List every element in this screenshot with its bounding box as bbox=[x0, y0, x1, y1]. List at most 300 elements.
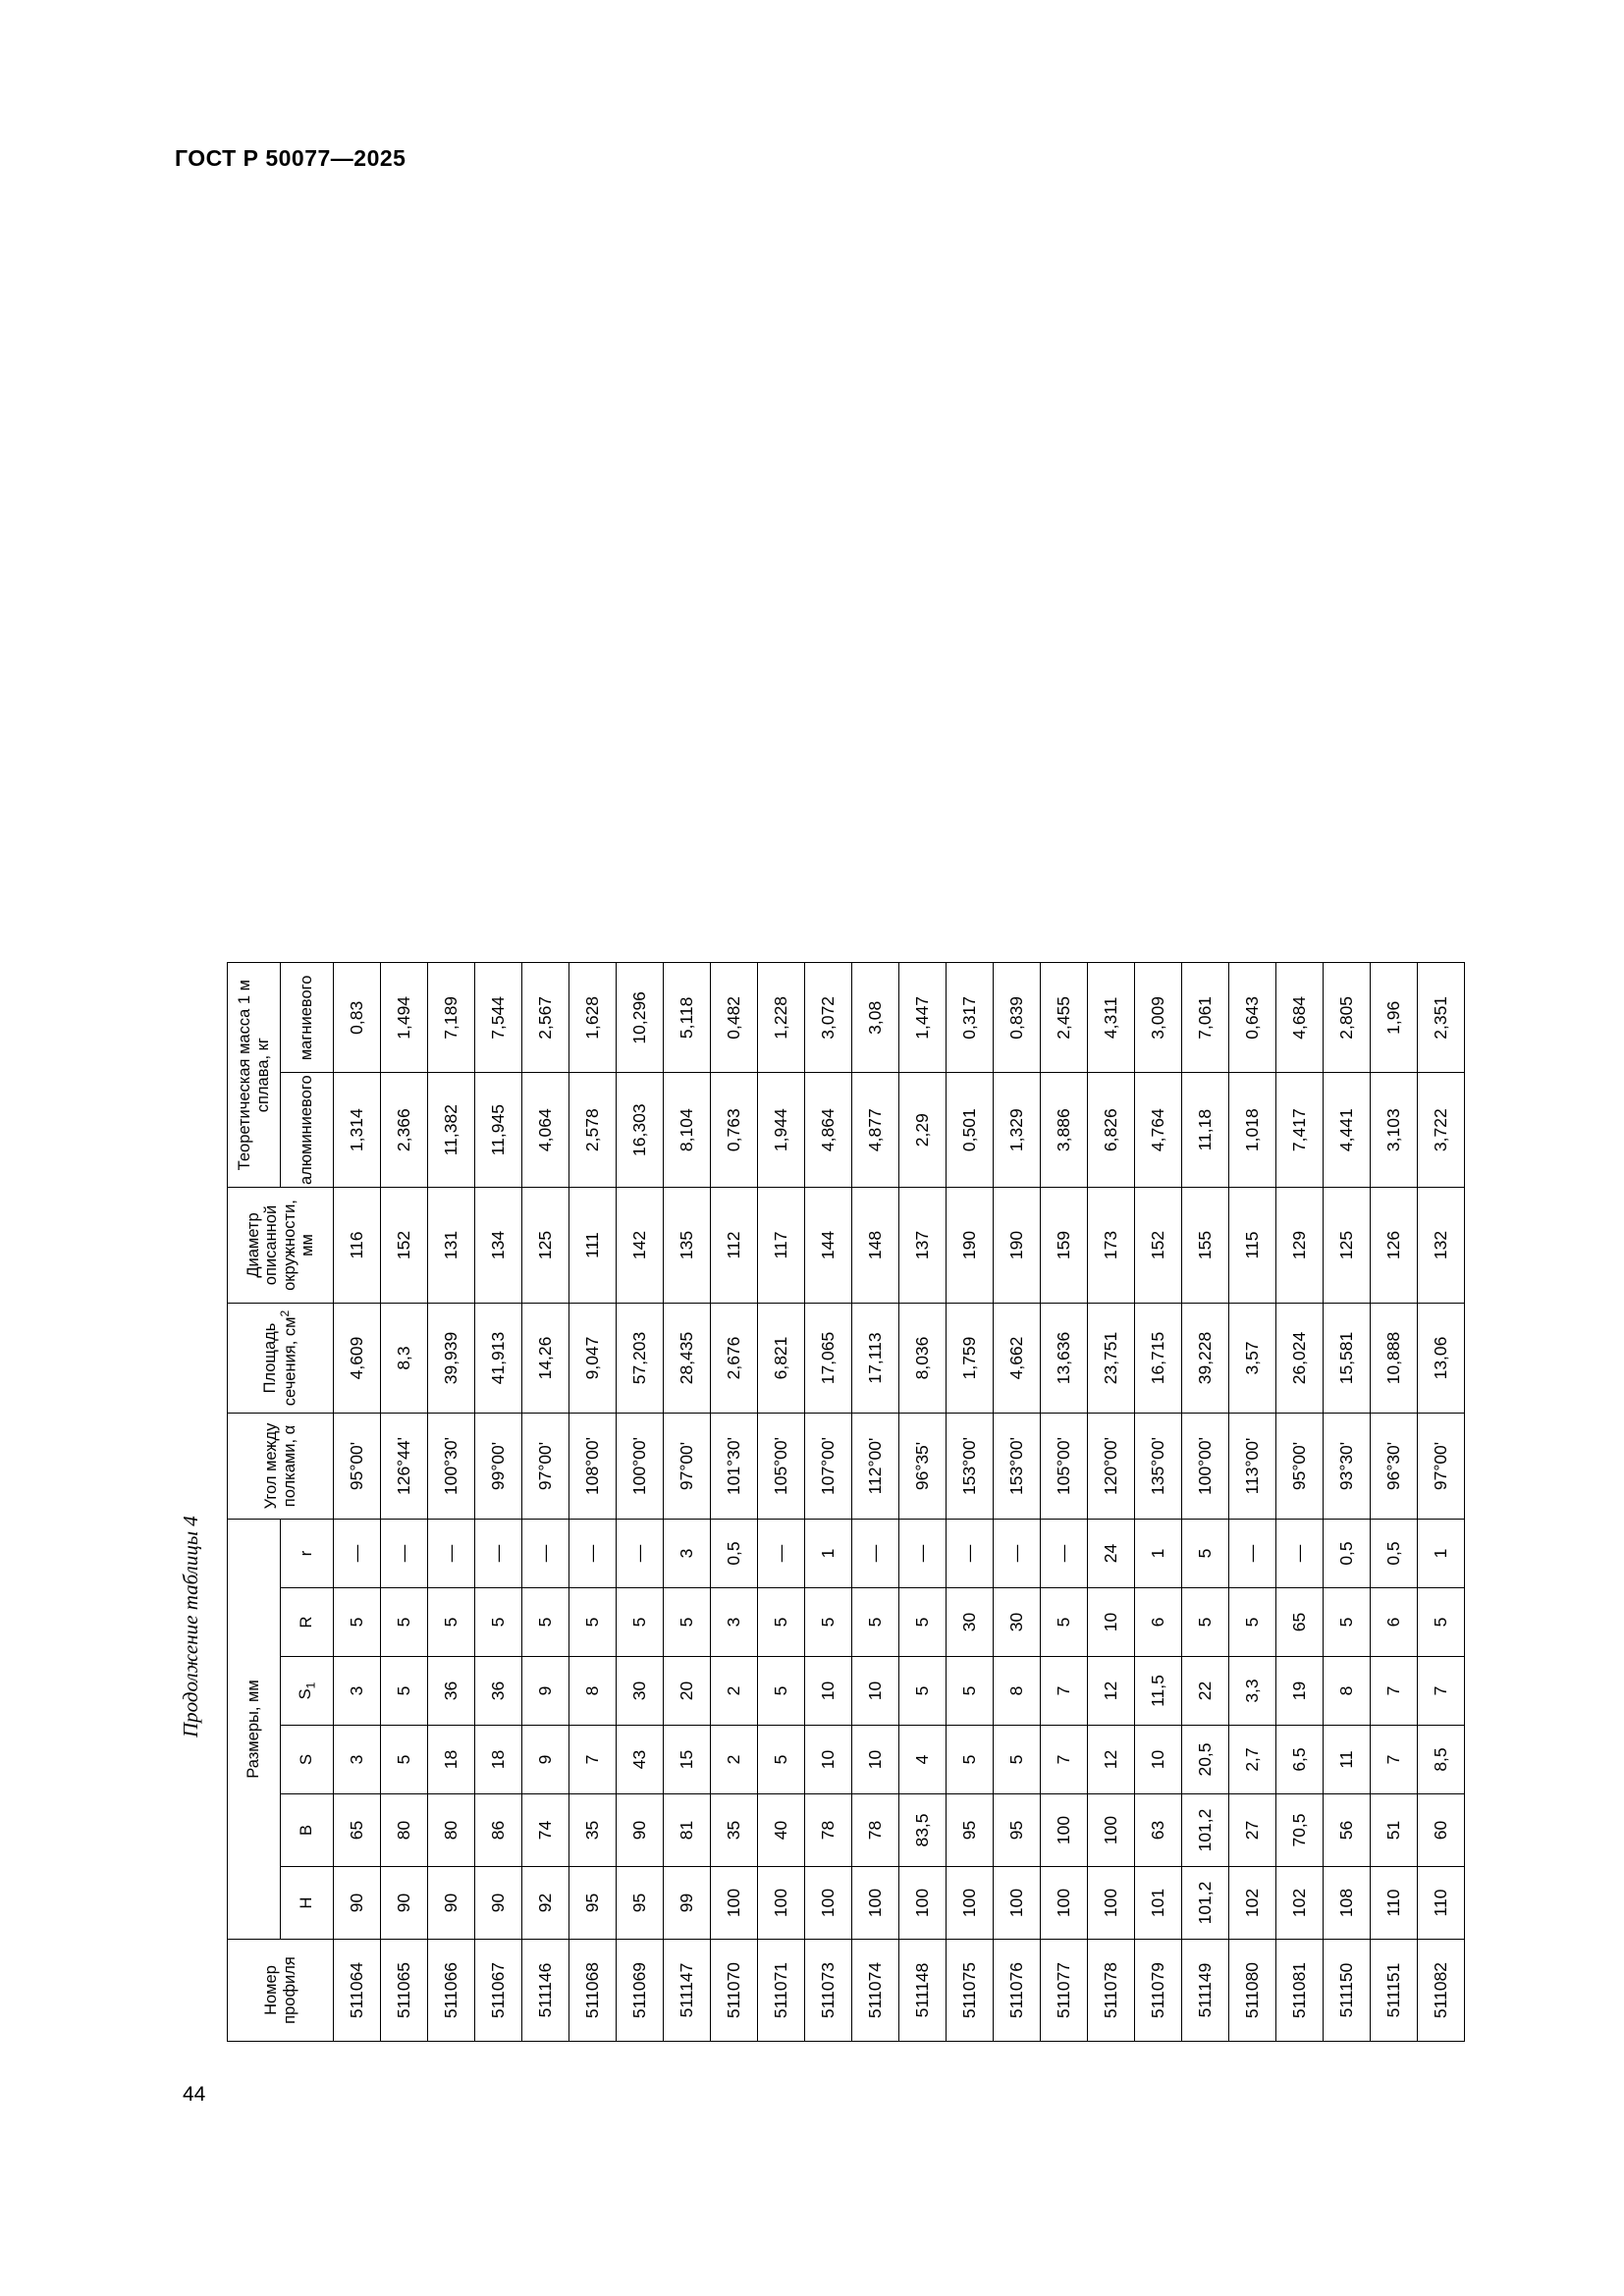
cell-diameter: 116 bbox=[334, 1188, 381, 1304]
cell-profile-number: 511081 bbox=[1276, 1940, 1324, 2042]
cell-r: — bbox=[899, 1520, 947, 1588]
cell-R: 5 bbox=[758, 1588, 805, 1657]
cell-mass-aluminium: 4,764 bbox=[1135, 1073, 1182, 1188]
cell-S: 5 bbox=[758, 1726, 805, 1794]
cell-mass-aluminium: 11,18 bbox=[1182, 1073, 1229, 1188]
cell-B: 51 bbox=[1371, 1794, 1418, 1867]
header-area-text: Площадь сечения, см bbox=[260, 1316, 299, 1407]
cell-R: 65 bbox=[1276, 1588, 1324, 1657]
cell-S: 7 bbox=[1041, 1726, 1088, 1794]
cell-r: 1 bbox=[805, 1520, 852, 1588]
cell-diameter: 152 bbox=[381, 1188, 428, 1304]
cell-r: 1 bbox=[1418, 1520, 1465, 1588]
cell-diameter: 137 bbox=[899, 1188, 947, 1304]
table-row bbox=[899, 963, 947, 2042]
cell-profile-number: 511148 bbox=[899, 1940, 947, 2042]
cell-r: — bbox=[852, 1520, 899, 1588]
cell-profile-number: 511150 bbox=[1324, 1940, 1371, 2042]
cell-mass-magnesium: 7,544 bbox=[475, 963, 522, 1073]
header-H: H bbox=[281, 1867, 334, 1940]
cell-area: 13,06 bbox=[1418, 1304, 1465, 1414]
cell-profile-number: 511065 bbox=[381, 1940, 428, 2042]
cell-mass-aluminium: 2,366 bbox=[381, 1073, 428, 1188]
cell-area: 57,203 bbox=[617, 1304, 664, 1414]
header-dimensions-group: Размеры, мм bbox=[228, 1520, 281, 1940]
header-circle-diameter: Диаметр описанной окружности, мм bbox=[228, 1188, 334, 1304]
header-profile-number: Номер профиля bbox=[228, 1940, 334, 2042]
cell-angle: 101°30' bbox=[711, 1414, 758, 1520]
cell-profile-number: 511151 bbox=[1371, 1940, 1418, 2042]
cell-B: 60 bbox=[1418, 1794, 1465, 1867]
cell-diameter: 173 bbox=[1088, 1188, 1135, 1304]
cell-diameter: 135 bbox=[664, 1188, 711, 1304]
table-row bbox=[334, 963, 381, 2042]
cell-r: — bbox=[994, 1520, 1041, 1588]
cell-angle: 153°00' bbox=[947, 1414, 994, 1520]
table-row bbox=[1324, 963, 1371, 2042]
cell-S1: 7 bbox=[1041, 1657, 1088, 1726]
cell-H: 108 bbox=[1324, 1867, 1371, 1940]
cell-S: 5 bbox=[947, 1726, 994, 1794]
cell-r: — bbox=[1229, 1520, 1276, 1588]
cell-mass-magnesium: 1,96 bbox=[1371, 963, 1418, 1073]
cell-area: 13,636 bbox=[1041, 1304, 1088, 1414]
cell-diameter: 190 bbox=[994, 1188, 1041, 1304]
cell-mass-aluminium: 1,944 bbox=[758, 1073, 805, 1188]
cell-B: 35 bbox=[569, 1794, 617, 1867]
cell-R: 5 bbox=[522, 1588, 569, 1657]
cell-S: 10 bbox=[852, 1726, 899, 1794]
cell-r: 0,5 bbox=[1324, 1520, 1371, 1588]
cell-mass-aluminium: 3,722 bbox=[1418, 1073, 1465, 1188]
header-mass-aluminium: алюминиевого bbox=[281, 1073, 334, 1188]
cell-mass-magnesium: 7,061 bbox=[1182, 963, 1229, 1073]
cell-area: 23,751 bbox=[1088, 1304, 1135, 1414]
cell-diameter: 159 bbox=[1041, 1188, 1088, 1304]
cell-S1: 19 bbox=[1276, 1657, 1324, 1726]
cell-area: 15,581 bbox=[1324, 1304, 1371, 1414]
cell-B: 63 bbox=[1135, 1794, 1182, 1867]
cell-mass-aluminium: 8,104 bbox=[664, 1073, 711, 1188]
header-S1-subscript: 1 bbox=[302, 1682, 317, 1689]
cell-B: 81 bbox=[664, 1794, 711, 1867]
cell-H: 90 bbox=[381, 1867, 428, 1940]
cell-area: 8,036 bbox=[899, 1304, 947, 1414]
cell-S1: 12 bbox=[1088, 1657, 1135, 1726]
cell-profile-number: 511080 bbox=[1229, 1940, 1276, 2042]
cell-B: 80 bbox=[381, 1794, 428, 1867]
cell-B: 100 bbox=[1041, 1794, 1088, 1867]
table-row bbox=[617, 963, 664, 2042]
table-row bbox=[711, 963, 758, 2042]
cell-S1: 11,5 bbox=[1135, 1657, 1182, 1726]
header-area-superscript: 2 bbox=[278, 1309, 293, 1317]
table-row bbox=[1135, 963, 1182, 2042]
cell-angle: 97°00' bbox=[522, 1414, 569, 1520]
cell-S1: 8 bbox=[569, 1657, 617, 1726]
cell-mass-aluminium: 4,877 bbox=[852, 1073, 899, 1188]
cell-diameter: 152 bbox=[1135, 1188, 1182, 1304]
cell-r: 1 bbox=[1135, 1520, 1182, 1588]
table-row bbox=[522, 963, 569, 2042]
cell-R: 10 bbox=[1088, 1588, 1135, 1657]
cell-area: 17,065 bbox=[805, 1304, 852, 1414]
cell-r: 24 bbox=[1088, 1520, 1135, 1588]
cell-H: 100 bbox=[994, 1867, 1041, 1940]
cell-S: 15 bbox=[664, 1726, 711, 1794]
header-mass-group: Теоретическая масса 1 м сплава, кг bbox=[228, 963, 281, 1188]
cell-S: 12 bbox=[1088, 1726, 1135, 1794]
cell-area: 39,939 bbox=[428, 1304, 475, 1414]
cell-B: 65 bbox=[334, 1794, 381, 1867]
table-caption: Продолжение таблицы 4 bbox=[179, 1516, 202, 1737]
cell-S1: 36 bbox=[428, 1657, 475, 1726]
cell-S: 10 bbox=[805, 1726, 852, 1794]
cell-R: 5 bbox=[475, 1588, 522, 1657]
cell-profile-number: 511075 bbox=[947, 1940, 994, 2042]
cell-R: 5 bbox=[899, 1588, 947, 1657]
cell-diameter: 125 bbox=[522, 1188, 569, 1304]
cell-H: 100 bbox=[805, 1867, 852, 1940]
cell-H: 92 bbox=[522, 1867, 569, 1940]
cell-mass-magnesium: 5,118 bbox=[664, 963, 711, 1073]
table-row bbox=[1418, 963, 1465, 2042]
cell-R: 5 bbox=[1041, 1588, 1088, 1657]
header-R: R bbox=[281, 1588, 334, 1657]
cell-S1: 2 bbox=[711, 1657, 758, 1726]
cell-angle: 96°35' bbox=[899, 1414, 947, 1520]
cell-R: 6 bbox=[1371, 1588, 1418, 1657]
cell-angle: 95°00' bbox=[334, 1414, 381, 1520]
cell-profile-number: 511066 bbox=[428, 1940, 475, 2042]
cell-angle: 126°44' bbox=[381, 1414, 428, 1520]
cell-mass-magnesium: 2,351 bbox=[1418, 963, 1465, 1073]
cell-profile-number: 511071 bbox=[758, 1940, 805, 2042]
cell-H: 90 bbox=[428, 1867, 475, 1940]
cell-diameter: 131 bbox=[428, 1188, 475, 1304]
cell-S: 2,7 bbox=[1229, 1726, 1276, 1794]
cell-H: 100 bbox=[899, 1867, 947, 1940]
cell-r: — bbox=[947, 1520, 994, 1588]
cell-mass-magnesium: 4,684 bbox=[1276, 963, 1324, 1073]
cell-H: 101 bbox=[1135, 1867, 1182, 1940]
cell-R: 5 bbox=[664, 1588, 711, 1657]
cell-R: 30 bbox=[994, 1588, 1041, 1657]
cell-angle: 100°00' bbox=[617, 1414, 664, 1520]
cell-area: 4,662 bbox=[994, 1304, 1041, 1414]
cell-r: — bbox=[381, 1520, 428, 1588]
cell-H: 101,2 bbox=[1182, 1867, 1229, 1940]
cell-mass-magnesium: 7,189 bbox=[428, 963, 475, 1073]
cell-mass-aluminium: 3,103 bbox=[1371, 1073, 1418, 1188]
table-row bbox=[1229, 963, 1276, 2042]
cell-angle: 99°00' bbox=[475, 1414, 522, 1520]
table-row bbox=[569, 963, 617, 2042]
cell-diameter: 148 bbox=[852, 1188, 899, 1304]
cell-r: — bbox=[758, 1520, 805, 1588]
cell-profile-number: 511069 bbox=[617, 1940, 664, 2042]
cell-S1: 7 bbox=[1418, 1657, 1465, 1726]
cell-S1: 20 bbox=[664, 1657, 711, 1726]
cell-mass-aluminium: 4,864 bbox=[805, 1073, 852, 1188]
cell-B: 95 bbox=[947, 1794, 994, 1867]
cell-S1: 10 bbox=[852, 1657, 899, 1726]
cell-B: 80 bbox=[428, 1794, 475, 1867]
cell-H: 95 bbox=[617, 1867, 664, 1940]
cell-mass-magnesium: 0,839 bbox=[994, 963, 1041, 1073]
table-row bbox=[758, 963, 805, 2042]
cell-mass-magnesium: 2,567 bbox=[522, 963, 569, 1073]
cell-R: 30 bbox=[947, 1588, 994, 1657]
cell-angle: 100°00' bbox=[1182, 1414, 1229, 1520]
cell-diameter: 125 bbox=[1324, 1188, 1371, 1304]
cell-S1: 10 bbox=[805, 1657, 852, 1726]
cell-H: 100 bbox=[1088, 1867, 1135, 1940]
cell-r: — bbox=[1041, 1520, 1088, 1588]
cell-mass-magnesium: 1,494 bbox=[381, 963, 428, 1073]
cell-S: 20,5 bbox=[1182, 1726, 1229, 1794]
cell-S: 18 bbox=[428, 1726, 475, 1794]
cell-mass-aluminium: 4,064 bbox=[522, 1073, 569, 1188]
cell-B: 74 bbox=[522, 1794, 569, 1867]
cell-area: 4,609 bbox=[334, 1304, 381, 1414]
cell-mass-aluminium: 1,018 bbox=[1229, 1073, 1276, 1188]
cell-area: 10,888 bbox=[1371, 1304, 1418, 1414]
cell-S1: 8 bbox=[1324, 1657, 1371, 1726]
cell-R: 5 bbox=[569, 1588, 617, 1657]
cell-profile-number: 511147 bbox=[664, 1940, 711, 2042]
page-number: 44 bbox=[183, 2083, 206, 2106]
cell-mass-aluminium: 4,441 bbox=[1324, 1073, 1371, 1188]
cell-S1: 5 bbox=[899, 1657, 947, 1726]
cell-angle: 153°00' bbox=[994, 1414, 1041, 1520]
cell-S1: 3,3 bbox=[1229, 1657, 1276, 1726]
cell-B: 56 bbox=[1324, 1794, 1371, 1867]
table-header-row-1 bbox=[228, 963, 281, 2042]
cell-r: — bbox=[617, 1520, 664, 1588]
cell-mass-magnesium: 3,08 bbox=[852, 963, 899, 1073]
cell-area: 14,26 bbox=[522, 1304, 569, 1414]
cell-angle: 93°30' bbox=[1324, 1414, 1371, 1520]
cell-R: 5 bbox=[1418, 1588, 1465, 1657]
cell-H: 100 bbox=[1041, 1867, 1088, 1940]
cell-mass-magnesium: 1,628 bbox=[569, 963, 617, 1073]
cell-r: 0,5 bbox=[1371, 1520, 1418, 1588]
cell-B: 35 bbox=[711, 1794, 758, 1867]
cell-angle: 113°00' bbox=[1229, 1414, 1276, 1520]
cell-R: 5 bbox=[852, 1588, 899, 1657]
cell-diameter: 129 bbox=[1276, 1188, 1324, 1304]
table-row bbox=[852, 963, 899, 2042]
cell-R: 6 bbox=[1135, 1588, 1182, 1657]
table-row bbox=[947, 963, 994, 2042]
cell-R: 5 bbox=[617, 1588, 664, 1657]
cell-area: 41,913 bbox=[475, 1304, 522, 1414]
cell-mass-aluminium: 11,382 bbox=[428, 1073, 475, 1188]
cell-H: 90 bbox=[475, 1867, 522, 1940]
cell-profile-number: 511146 bbox=[522, 1940, 569, 2042]
cell-R: 5 bbox=[805, 1588, 852, 1657]
header-S1-text: S bbox=[296, 1688, 314, 1700]
cell-S: 8,5 bbox=[1418, 1726, 1465, 1794]
cell-S: 5 bbox=[994, 1726, 1041, 1794]
cell-profile-number: 511078 bbox=[1088, 1940, 1135, 2042]
cell-profile-number: 511073 bbox=[805, 1940, 852, 2042]
cell-S: 18 bbox=[475, 1726, 522, 1794]
cell-S1: 5 bbox=[947, 1657, 994, 1726]
cell-S: 6,5 bbox=[1276, 1726, 1324, 1794]
cell-profile-number: 511149 bbox=[1182, 1940, 1229, 2042]
cell-r: — bbox=[1276, 1520, 1324, 1588]
cell-S: 9 bbox=[522, 1726, 569, 1794]
cell-S1: 7 bbox=[1371, 1657, 1418, 1726]
cell-area: 3,57 bbox=[1229, 1304, 1276, 1414]
header-mass-magnesium: магниевого bbox=[281, 963, 334, 1073]
cell-H: 100 bbox=[852, 1867, 899, 1940]
cell-S1: 36 bbox=[475, 1657, 522, 1726]
cell-mass-aluminium: 2,578 bbox=[569, 1073, 617, 1188]
cell-B: 101,2 bbox=[1182, 1794, 1229, 1867]
cell-profile-number: 511076 bbox=[994, 1940, 1041, 2042]
cell-profile-number: 511068 bbox=[569, 1940, 617, 2042]
cell-angle: 96°30' bbox=[1371, 1414, 1418, 1520]
cell-B: 40 bbox=[758, 1794, 805, 1867]
cell-S1: 8 bbox=[994, 1657, 1041, 1726]
table-head bbox=[228, 963, 334, 2042]
table-row bbox=[1088, 963, 1135, 2042]
cell-H: 102 bbox=[1276, 1867, 1324, 1940]
cell-S1: 5 bbox=[758, 1657, 805, 1726]
cell-mass-aluminium: 3,886 bbox=[1041, 1073, 1088, 1188]
cell-mass-magnesium: 3,009 bbox=[1135, 963, 1182, 1073]
cell-area: 16,715 bbox=[1135, 1304, 1182, 1414]
cell-diameter: 134 bbox=[475, 1188, 522, 1304]
cell-mass-magnesium: 2,455 bbox=[1041, 963, 1088, 1073]
cell-angle: 97°00' bbox=[1418, 1414, 1465, 1520]
cell-S: 4 bbox=[899, 1726, 947, 1794]
cell-profile-number: 511070 bbox=[711, 1940, 758, 2042]
cell-area: 17,113 bbox=[852, 1304, 899, 1414]
cell-H: 100 bbox=[947, 1867, 994, 1940]
cell-B: 78 bbox=[852, 1794, 899, 1867]
table-row bbox=[1041, 963, 1088, 2042]
cell-diameter: 117 bbox=[758, 1188, 805, 1304]
cell-diameter: 190 bbox=[947, 1188, 994, 1304]
cell-mass-magnesium: 0,317 bbox=[947, 963, 994, 1073]
cell-H: 102 bbox=[1229, 1867, 1276, 1940]
cell-angle: 135°00' bbox=[1135, 1414, 1182, 1520]
table-row bbox=[1276, 963, 1324, 2042]
cell-S: 11 bbox=[1324, 1726, 1371, 1794]
cell-r: — bbox=[569, 1520, 617, 1588]
cell-area: 1,759 bbox=[947, 1304, 994, 1414]
cell-mass-magnesium: 3,072 bbox=[805, 963, 852, 1073]
cell-R: 5 bbox=[1324, 1588, 1371, 1657]
cell-angle: 108°00' bbox=[569, 1414, 617, 1520]
cell-r: — bbox=[334, 1520, 381, 1588]
cell-r: 3 bbox=[664, 1520, 711, 1588]
table-row bbox=[381, 963, 428, 2042]
cell-R: 5 bbox=[1229, 1588, 1276, 1657]
cell-mass-aluminium: 0,501 bbox=[947, 1073, 994, 1188]
header-angle: Угол между полками, α bbox=[228, 1414, 334, 1520]
cell-diameter: 142 bbox=[617, 1188, 664, 1304]
cell-r: — bbox=[475, 1520, 522, 1588]
cell-angle: 112°00' bbox=[852, 1414, 899, 1520]
cell-R: 5 bbox=[428, 1588, 475, 1657]
cell-S1: 5 bbox=[381, 1657, 428, 1726]
header-S: S bbox=[281, 1726, 334, 1794]
cell-r: — bbox=[522, 1520, 569, 1588]
table-row bbox=[475, 963, 522, 2042]
cell-mass-aluminium: 2,29 bbox=[899, 1073, 947, 1188]
cell-profile-number: 511082 bbox=[1418, 1940, 1465, 2042]
cell-S1: 30 bbox=[617, 1657, 664, 1726]
table-row bbox=[428, 963, 475, 2042]
cell-mass-aluminium: 6,826 bbox=[1088, 1073, 1135, 1188]
cell-S: 5 bbox=[381, 1726, 428, 1794]
table-row bbox=[1182, 963, 1229, 2042]
cell-mass-aluminium: 1,329 bbox=[994, 1073, 1041, 1188]
cell-mass-magnesium: 2,805 bbox=[1324, 963, 1371, 1073]
cell-mass-magnesium: 4,311 bbox=[1088, 963, 1135, 1073]
cell-profile-number: 511077 bbox=[1041, 1940, 1088, 2042]
cell-mass-magnesium: 0,643 bbox=[1229, 963, 1276, 1073]
cell-R: 5 bbox=[334, 1588, 381, 1657]
cell-H: 110 bbox=[1418, 1867, 1465, 1940]
cell-profile-number: 511079 bbox=[1135, 1940, 1182, 2042]
cell-angle: 120°00' bbox=[1088, 1414, 1135, 1520]
cell-H: 100 bbox=[758, 1867, 805, 1940]
table-row bbox=[994, 963, 1041, 2042]
cell-B: 86 bbox=[475, 1794, 522, 1867]
cell-angle: 105°00' bbox=[758, 1414, 805, 1520]
cell-H: 100 bbox=[711, 1867, 758, 1940]
cell-S: 3 bbox=[334, 1726, 381, 1794]
header-r: r bbox=[281, 1520, 334, 1588]
cell-diameter: 115 bbox=[1229, 1188, 1276, 1304]
cell-S1: 22 bbox=[1182, 1657, 1229, 1726]
cell-mass-magnesium: 0,83 bbox=[334, 963, 381, 1073]
cell-B: 83,5 bbox=[899, 1794, 947, 1867]
cell-mass-magnesium: 1,447 bbox=[899, 963, 947, 1073]
cell-diameter: 112 bbox=[711, 1188, 758, 1304]
cell-S1: 3 bbox=[334, 1657, 381, 1726]
cell-mass-aluminium: 1,314 bbox=[334, 1073, 381, 1188]
cell-S: 2 bbox=[711, 1726, 758, 1794]
cell-angle: 107°00' bbox=[805, 1414, 852, 1520]
cell-diameter: 132 bbox=[1418, 1188, 1465, 1304]
cell-B: 95 bbox=[994, 1794, 1041, 1867]
table-body bbox=[334, 963, 1465, 2042]
profile-dimensions-table bbox=[227, 962, 1465, 2042]
cell-R: 3 bbox=[711, 1588, 758, 1657]
header-area bbox=[228, 1304, 334, 1414]
cell-mass-aluminium: 16,303 bbox=[617, 1073, 664, 1188]
table-row bbox=[664, 963, 711, 2042]
cell-mass-aluminium: 0,763 bbox=[711, 1073, 758, 1188]
cell-area: 28,435 bbox=[664, 1304, 711, 1414]
cell-B: 78 bbox=[805, 1794, 852, 1867]
cell-profile-number: 511064 bbox=[334, 1940, 381, 2042]
cell-B: 90 bbox=[617, 1794, 664, 1867]
cell-r: 5 bbox=[1182, 1520, 1229, 1588]
cell-angle: 97°00' bbox=[664, 1414, 711, 1520]
cell-profile-number: 511067 bbox=[475, 1940, 522, 2042]
cell-B: 100 bbox=[1088, 1794, 1135, 1867]
cell-area: 8,3 bbox=[381, 1304, 428, 1414]
cell-H: 99 bbox=[664, 1867, 711, 1940]
